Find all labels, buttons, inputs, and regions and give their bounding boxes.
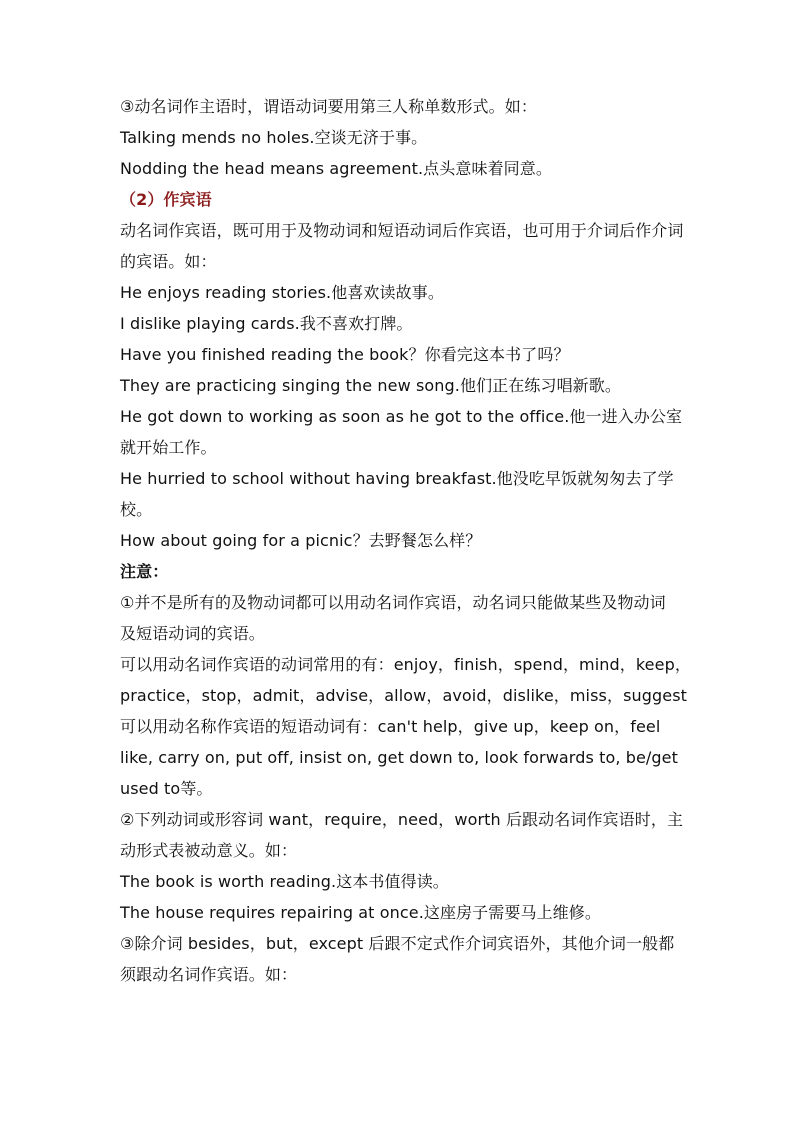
example-sentence: 就开始工作。	[120, 438, 217, 457]
text-line: 及短语动词的宾语。	[120, 624, 265, 643]
text-line: ②下列动词或形容词 want，require，need，worth 后跟动名词作宾语时，主	[120, 810, 684, 829]
section-heading: （2）作宾语	[120, 190, 212, 209]
text-line: 可以用动名称作宾语的短语动词有：can't help，give up，keep on，feel	[120, 717, 661, 736]
text-line: practice，stop，admit，advise，allow，avoid，dislike，miss，suggest	[120, 686, 688, 705]
example-sentence: He hurried to school without having breakfast.他没吃早饭就匆匆去了学	[120, 469, 674, 488]
text-line: ③除介词 besides，but，except 后跟不定式作介词宾语外，其他介词一般都	[120, 934, 675, 953]
example-sentence: The house requires repairing at once.这座房子需要马上维修。	[120, 903, 601, 922]
text-line: like, carry on, put off, insist on, get down to, look forwards to, be/get	[120, 748, 678, 767]
text-line: 可以用动名词作宾语的动词常用的有：enjoy，finish，spend，mind，keep，	[120, 655, 691, 674]
text-line: ③动名词作主语时，谓语动词要用第三人称单数形式。如：	[120, 97, 537, 116]
text-line: ①并不是所有的及物动词都可以用动名词作宾语，动名词只能做某些及物动词	[120, 593, 666, 612]
text-line: 的宾语。如：	[120, 252, 217, 271]
note-heading: 注意：	[120, 562, 169, 581]
example-sentence: I dislike playing cards.我不喜欢打牌。	[120, 314, 413, 333]
text-line: used to等。	[120, 779, 213, 798]
text-line: 须跟动名词作宾语。如：	[120, 965, 298, 984]
example-sentence: The book is worth reading.这本书值得读。	[120, 872, 449, 891]
text-line: 动形式表被动意义。如：	[120, 841, 298, 860]
document-page	[120, 91, 691, 990]
example-sentence: Nodding the head means agreement.点头意味着同意。	[120, 159, 552, 178]
example-sentence: How about going for a picnic？去野餐怎么样？	[120, 531, 482, 550]
example-sentence: Talking mends no holes.空谈无济于事。	[120, 128, 428, 147]
example-sentence: He enjoys reading stories.他喜欢读故事。	[120, 283, 444, 302]
example-sentence: Have you finished reading the book？你看完这本书了吗？	[120, 345, 570, 364]
example-sentence: They are practicing singing the new song.他们正在练习唱新歌。	[120, 376, 621, 395]
example-sentence: He got down to working as soon as he got to the office.他一进入办公室	[120, 407, 683, 426]
example-sentence: 校。	[120, 500, 153, 519]
text-line: 动名词作宾语，既可用于及物动词和短语动词后作宾语，也可用于介词后作介词	[120, 221, 684, 240]
